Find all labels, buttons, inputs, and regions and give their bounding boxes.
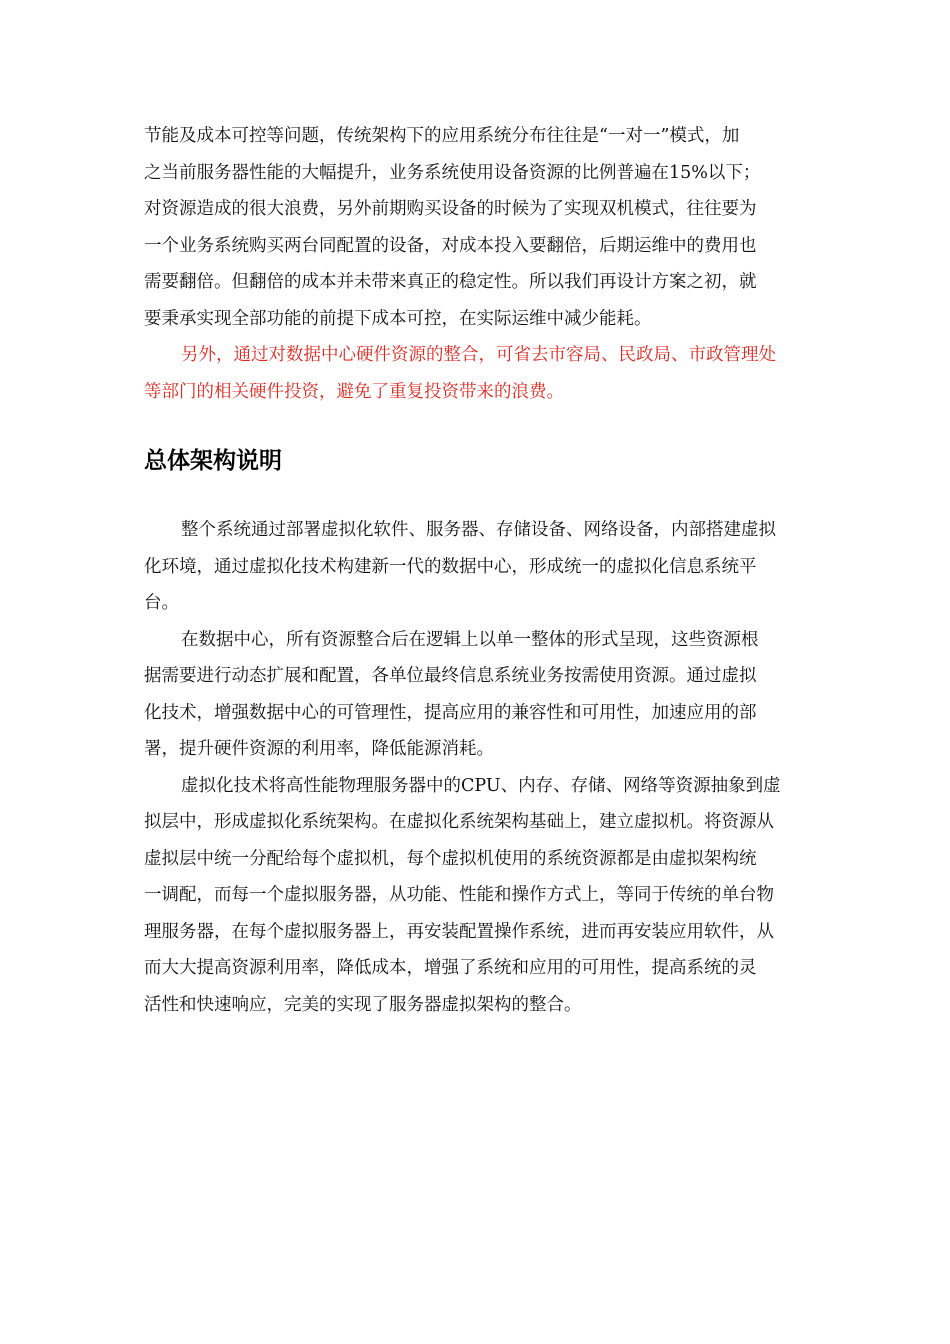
text-line: 活性和快速响应，完美的实现了服务器虚拟架构的整合。 <box>144 994 582 1015</box>
intro-paragraph <box>144 118 812 337</box>
text-line: 在数据中心，所有资源整合后在逻辑上以单一整体的形式呈现，这些资源根 <box>181 629 759 650</box>
text-line: 而大大提高资源利用率，降低成本，增强了系统和应用的可用性，提高系统的灵 <box>144 958 757 978</box>
highlighted-paragraph <box>144 337 812 410</box>
section-heading: 总体架构说明 <box>144 448 282 474</box>
text-line: 化环境，通过虚拟化技术构建新一代的数据中心，形成统一的虚拟化信息系统平 <box>144 556 757 577</box>
text-line: 一调配，而每一个虚拟服务器，从功能、性能和操作方式上，等同于传统的单台物 <box>144 885 774 905</box>
text-line: 节能及成本可控等问题，传统架构下的应用系统分布往往是“一对一”模式，加 <box>144 126 740 146</box>
text-line: 据需要进行动态扩展和配置，各单位最终信息系统业务按需使用资源。通过虚拟 <box>144 666 757 686</box>
text-line: 拟层中，形成虚拟化系统架构。在虚拟化系统架构基础上，建立虚拟机。将资源从 <box>144 812 774 832</box>
body-paragraph <box>144 768 812 1024</box>
text-line: 台。 <box>144 593 179 613</box>
text-line: 署，提升硬件资源的利用率，降低能源消耗。 <box>144 739 494 759</box>
text-line: 理服务器，在每个虚拟服务器上，再安装配置操作系统，进而再安装应用软件，从 <box>144 921 774 942</box>
text-line: 等部门的相关硬件投资，避免了重复投资带来的浪费。 <box>144 381 564 402</box>
text-line: 虚拟化技术将高性能物理服务器中的CPU、内存、存储、网络等资源抽象到虚 <box>181 775 781 796</box>
text-line: 另外，通过对数据中心硬件资源的整合，可省去市容局、民政局、市政管理处 <box>181 345 776 365</box>
text-line: 虚拟层中统一分配给每个虚拟机，每个虚拟机使用的系统资源都是由虚拟架构统 <box>144 848 757 869</box>
text-line: 需要翻倍。但翻倍的成本并未带来真正的稳定性。所以我们再设计方案之初，就 <box>144 272 757 292</box>
text-line: 对资源造成的很大浪费，另外前期购买设备的时候为了实现双机模式，往往要为 <box>144 199 757 219</box>
text-line: 之当前服务器性能的大幅提升，业务系统使用设备资源的比例普遍在15%以下； <box>144 162 761 183</box>
body-paragraph <box>144 512 812 622</box>
text-line: 要秉承实现全部功能的前提下成本可控，在实际运维中减少能耗。 <box>144 308 652 329</box>
text-line: 一个业务系统购买两台同配置的设备，对成本投入要翻倍，后期运维中的费用也 <box>144 235 757 256</box>
text-line: 化技术，增强数据中心的可管理性，提高应用的兼容性和可用性，加速应用的部 <box>144 702 757 723</box>
body-paragraph <box>144 622 812 768</box>
text-line: 整个系统通过部署虚拟化软件、服务器、存储设备、网络设备，内部搭建虚拟 <box>181 520 776 540</box>
document-body <box>144 118 812 1023</box>
